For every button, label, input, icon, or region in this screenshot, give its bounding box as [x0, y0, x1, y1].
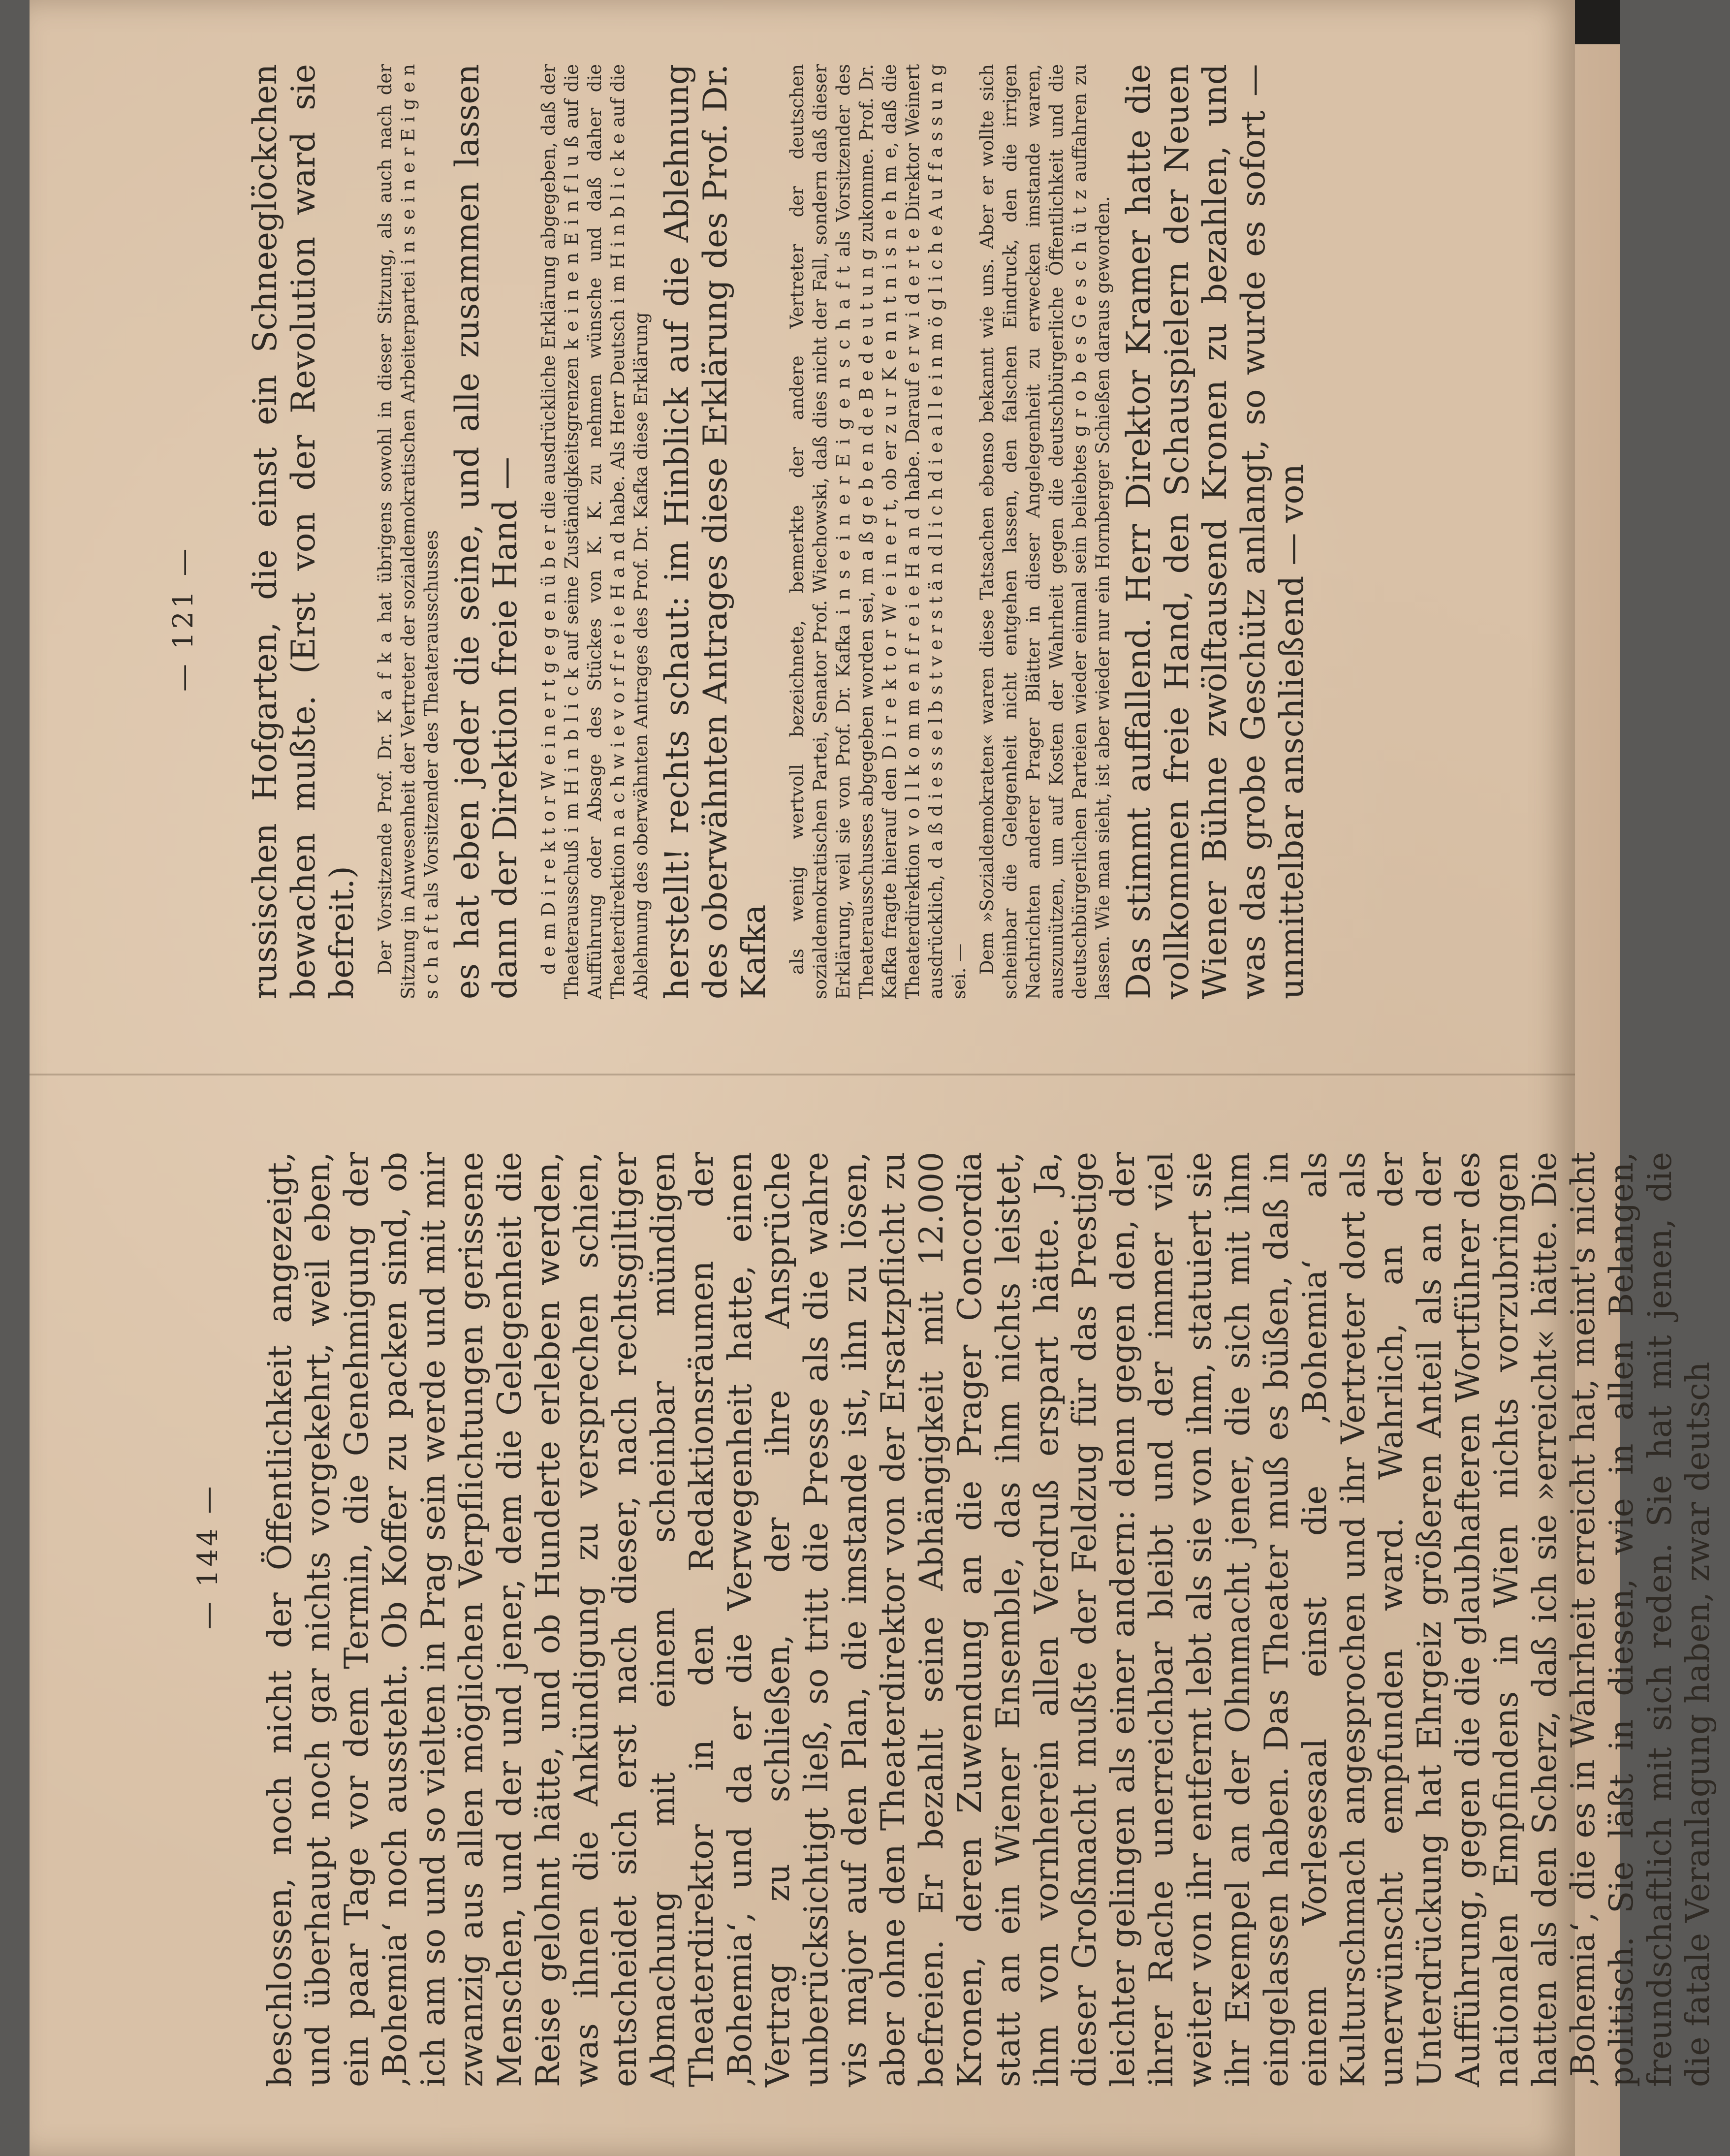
paper-sheet	[30, 0, 1717, 2156]
center-fold	[30, 1073, 1575, 1076]
quote-block-3a: als wenig wertvoll bezeichnete, bemerkte der andere Vertreter der deutschen sozialdemokratischen Partei, Senator Prof. Wiechowski, daß dies nicht der Fall, sondern daß dieser Erklärung, weil sie von Prof. Dr. Kafka i n s e i n e r E i g e n s c h a f t als Vorsitzender des Theaterausschusses abgegeben worden sei, m a ß g e b e n d e B e d e u t u n g zukomme. Prof. Dr. Kafka fragte hierauf den D i r e k t o r W e i n e r t, ob er z u r K e n n t n i s n e h m e, daß die Theaterdirektion v o l l k o m m e n f r e i e H a n d habe. Darauf e r w i d e r t e Direktor Weinert ausdrücklich, d a ß d i e s s e l b s t v e r s t ä n d l i c h d i e a l l e i n m ö g l i c h e A u f f a s s u n g sei. —	[786, 64, 970, 999]
left-paragraph: beschlossen, noch nicht der Öffentlichkeit angezeigt, und überhaupt noch gar nichts vorgekehrt, weil eben, ein paar Tage vor dem Termin, die Genehmigung der ‚Bohemia‘ noch aussteht. Ob Koffer zu packen sind, ob ich am so und so vielten in Prag sein werde und mit mir zwanzig aus allen möglichen Verpflichtungen gerissene Menschen, und der und jener, dem die Gelegenheit die Reise gelohnt hätte, und ob Hunderte erleben werden, was ihnen die Ankündigung zu versprechen schien, entscheidet sich erst nach dieser, nach rechtsgiltiger Abmachung mit einem scheinbar mündigen Theaterdirektor in den Redaktionsräumen der ‚Bohemia‘, und da er die Verwegenheit hatte, einen Vertrag zu schließen, der ihre Ansprüche unberücksichtigt ließ, so tritt die Presse als die wahre vis major auf den Plan, die imstande ist, ihn zu lösen, aber ohne den Theaterdirektor von der Ersatzpflicht zu befreien. Er bezahlt seine Abhängigkeit mit 12.000 Kronen, deren Zuwendung an die Prager Concordia statt an ein Wiener Ensemble, das ihm nichts leistet, ihm von vornherein allen Verdruß erspart hätte. Ja, dieser Großmacht mußte der Feldzug für das Prestige leichter gelingen als einer andern: denn gegen den, der ihrer Rache unerreichbar bleibt und der immer viel weiter von ihr entfernt lebt als sie von ihm, statuiert sie ihr Exempel an der Ohnmacht jener, die sich mit ihm eingelassen haben. Das Theater muß es büßen, daß in einem Vorlesesaal einst die ‚Bohemia‘ als Kulturschmach angesprochen und ihr Vertreter dort als unerwünscht empfunden ward. Wahrlich, an der Unterdrückung hat Ehrgeiz größeren Anteil als an der Aufführung, gegen die die glaubhafteren Wortführer des nationalen Empfindens in Wien nichts vorzubringen hatten als den Scherz, daß ich sie »erreicht« hätte. Die ‚Bohemia‘, die es in Wahrheit erreicht hat, meint's nicht politisch. Sie läßt in diesen, wie in allen Belangen, freundschaftlich mit sich reden. Sie hat mit jenen, die die fatale Veranlagung haben, zwar deutsch	[261, 1152, 1717, 2087]
right-mid-paragraph: es hat eben jeder die seine, und alle zusammen lassen dann der Direktion freie Hand —	[448, 64, 525, 999]
right-page-text	[246, 64, 1324, 999]
quote-block-2: d e m D i r e k t o r W e i n e r t g e g e n ü b e r die ausdrückliche Erklärung abgegeben, daß der Theaterausschuß i m H i n b l i c k auf seine Zuständigkeitsgrenzen k e i n e n E i n f l u ß auf die Aufführung oder Absage des Stückes von K. K. zu nehmen wünsche und daß daher die Theaterdirektion n a c h w i e v o r f r e i e H a n d habe. Als Herr Deutsch i m H i n b l i c k e auf die Ablehnung des oberwähnten Antrages des Prof. Dr. Kafka diese Erklärung	[538, 64, 652, 999]
page-number-121: — 121 —	[167, 545, 199, 692]
right-closing-paragraph: Das stimmt auffallend. Herr Direktor Kramer hatte die vollkommen freie Hand, den Schauspielern der Neuen Wiener Bühne zwölftausend Kronen zu bezahlen, und was das grobe Geschütz anlangt, so wurde es sofort — unmittelbar anschließend — von	[1119, 64, 1311, 999]
page-number-144: — 144 —	[192, 1483, 224, 1629]
right-intro-paragraph: russischen Hofgarten, die einst ein Schneeglöckchen bewachen mußte. (Erst von der Revolution ward sie befreit.)	[246, 64, 361, 999]
quote-block-3b: Dem »Sozialdemokraten« waren diese Tatsachen ebenso bekannt wie uns. Aber er wollte sich scheinbar die Gelegenheit nicht entgehen lassen, den falschen Eindruck, den die irrigen Nachrichten anderer Prager Blätter in dieser Angelegenheit zu erwecken imstande waren, auszunützen, um auf Kosten der Wahrheit gegen die deutschbürgerliche Öffentlichkeit und die deutschbürgerlichen Parteien wieder einmal sein beliebtes g r o b e s G e s c h ü t z auffahren zu lassen. Wie man sieht, ist aber wieder nur ein Hornberger Schießen daraus geworden.	[976, 64, 1113, 999]
right-mid-paragraph-2: herstellt! rechts schaut: im Hinblick auf die Ablehnung des oberwähnten Antrages diese Erklärung des Prof. Dr. Kafka	[658, 64, 773, 999]
left-page-text	[261, 1152, 1730, 2087]
quote-block-1: Der Vorsitzende Prof. Dr. K a f k a hat übrigens sowohl in dieser Sitzung, als auch nach der Sitzung in Anwesenheit der Vertreter der sozialdemokratischen Arbeiterpartei i n s e i n e r E i g e n s c h a f t als Vorsitzender des Theaterausschusses	[374, 64, 442, 999]
